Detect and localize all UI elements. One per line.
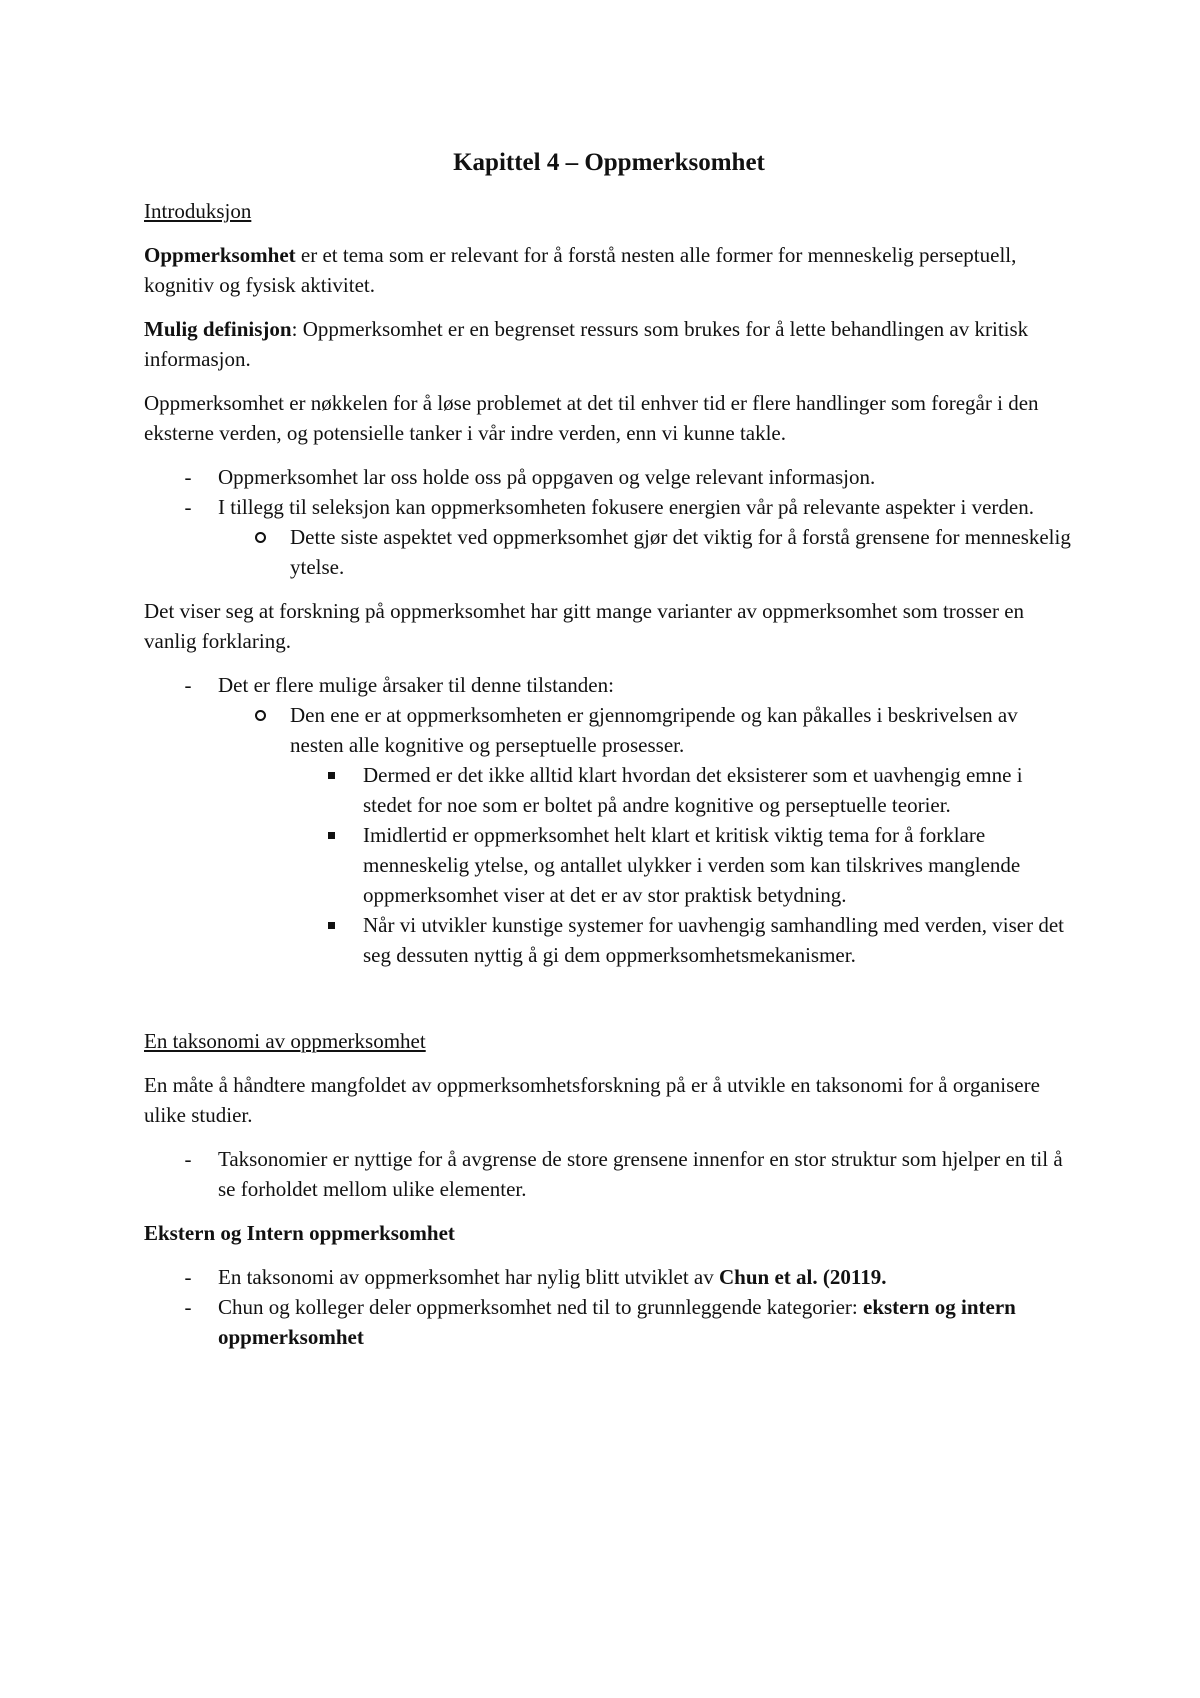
document-content [144, 138, 1074, 1366]
list-item [144, 1144, 1074, 1204]
list-item [144, 670, 1074, 700]
list-item-text: Taksonomier er nyttige for å avgrense de store grensene innenfor en stor struktur som hjelper en til å se forholdet mellom ulike elementer. [218, 1147, 1063, 1201]
list-item-text: I tillegg til seleksjon kan oppmerksomheten fokusere energien vår på relevante aspekter i verden. [218, 495, 1034, 519]
dash-marker: - [184, 673, 192, 697]
list-item-text: Dette siste aspektet ved oppmerksomhet gjør det viktig for å forstå grensene for menneskelig ytelse. [290, 525, 1071, 579]
bullet-list-2 [144, 670, 1074, 970]
dash-marker: - [184, 465, 192, 489]
chapter-title: Kapittel 4 – Oppmerksomhet [453, 149, 765, 176]
list-item [144, 522, 1074, 582]
list-item [144, 910, 1074, 970]
term-external-internal: ekstern og intern oppmerksomhet [218, 1295, 1016, 1349]
list-item-text: Chun og kolleger deler oppmerksomhet ned til to grunnleggende kategorier: [218, 1295, 863, 1319]
list-item-text: Dermed er det ikke alltid klart hvordan det eksisterer som et uavhengig emne i stedet for noe som er boltet på andre kognitive og perseptuelle teorier. [363, 763, 1023, 817]
list-item-text: Det er flere mulige årsaker til denne tilstanden: [218, 673, 614, 697]
list-item [144, 700, 1074, 760]
square-bullet-icon [321, 910, 341, 940]
list-item [144, 760, 1074, 820]
square-bullet-icon [321, 820, 341, 850]
list-item-text: Oppmerksomhet lar oss holde oss på oppgaven og velge relevant informasjon. [218, 465, 876, 489]
bullet-list-1 [144, 462, 1074, 582]
paragraph-attention-topic [144, 240, 1074, 300]
dash-marker: - [184, 1265, 192, 1289]
square-bullet-icon [321, 760, 341, 790]
circle-bullet-icon [250, 522, 270, 552]
spacer [144, 984, 1074, 1026]
paragraph-text: er et tema som er relevant for å forstå nesten alle former for menneskelig perseptuell, kognitiv og fysisk aktivitet. [144, 243, 1017, 297]
list-item-text: Når vi utvikler kunstige systemer for uavhengig samhandling med verden, viser det seg dessuten nyttig å gi dem oppmerksomhetsmekanismer. [363, 913, 1064, 967]
list-item-text: En taksonomi av oppmerksomhet har nylig blitt utviklet av [218, 1265, 720, 1289]
list-item [144, 820, 1074, 910]
dash-marker: - [184, 1147, 192, 1171]
citation-chun: Chun et al. (20119. [719, 1265, 887, 1289]
term-definition: Mulig definisjon [144, 317, 292, 341]
list-item [144, 1292, 1074, 1352]
paragraph-key-problem: Oppmerksomhet er nøkkelen for å løse problemet at det til enhver tid er flere handlinger som foregår i den eksterne verden, og potensielle tanker i vår indre verden, enn vi kunne takle. [144, 391, 1039, 445]
bullet-list-4 [144, 1262, 1074, 1352]
section-heading-introduction: Introduksjon [144, 199, 252, 223]
paragraph-definition [144, 314, 1074, 374]
list-item [144, 492, 1074, 522]
list-item [144, 1262, 1074, 1292]
list-item-text: Den ene er at oppmerksomheten er gjennomgripende og kan påkalles i beskrivelsen av nesten alle kognitive og perseptuelle prosesser. [290, 703, 1018, 757]
dash-marker: - [184, 1295, 192, 1319]
paragraph-text: : Oppmerksomhet er en begrenset ressurs som brukes for å lette behandlingen av kritisk informasjon. [144, 317, 1029, 371]
section-heading-external-internal: Ekstern og Intern oppmerksomhet [144, 1221, 455, 1245]
list-item [144, 462, 1074, 492]
dash-marker: - [184, 495, 192, 519]
circle-bullet-icon [250, 700, 270, 730]
term-attention: Oppmerksomhet [144, 243, 296, 267]
list-item-text: Imidlertid er oppmerksomhet helt klart et kritisk viktig tema for å forklare menneskelig ytelse, og antallet ulykker i verden som kan tilskrives manglende oppmerksomhet viser at det er av stor praktisk betydning. [363, 823, 1021, 907]
paragraph-taxonomy: En måte å håndtere mangfoldet av oppmerksomhetsforskning på er å utvikle en taksonomi for å organisere ulike studier. [144, 1073, 1040, 1127]
bullet-list-3 [144, 1144, 1074, 1204]
section-heading-taxonomy: En taksonomi av oppmerksomhet [144, 1029, 426, 1053]
paragraph-research-variants: Det viser seg at forskning på oppmerksomhet har gitt mange varianter av oppmerksomhet som trosser en vanlig forklaring. [144, 599, 1025, 653]
